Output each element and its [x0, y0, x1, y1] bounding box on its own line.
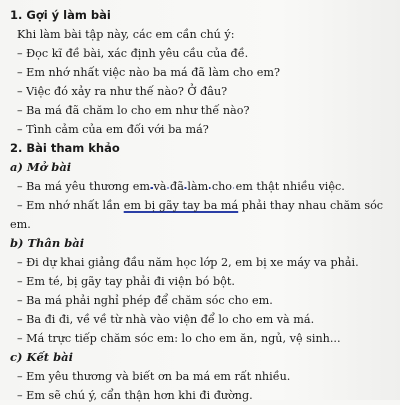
section-1-title: 1. Gợi ý làm bài	[10, 8, 111, 22]
than-bai-item-4: – Ba đi đi, về về từ nhà vào viện để lo cho em và má.	[17, 313, 315, 326]
than-bai-item-2: – Em té, bị gãy tay phải đi viện bó bột.	[17, 275, 235, 288]
hint-item-2: – Em nhớ nhất việc nào ba má đã làm cho em?	[17, 66, 281, 79]
mo-bai-line-2-post: phải thay nhau chăm sóc	[238, 199, 384, 212]
mo-bai-line-2-cont: em.	[10, 218, 31, 231]
ket-bai-heading: c) Kết bài	[10, 350, 73, 364]
ket-bai-item-1: – Em yêu thương và biết ơn ba má em rất nhiều.	[17, 370, 291, 383]
section-2-title: 2. Bài tham khảo	[10, 141, 120, 155]
than-bai-item-3: – Ba má phải nghỉ phép để chăm sóc cho em.	[17, 294, 273, 307]
ket-bai-item-2: – Em sẽ chú ý, cẩn thận hơn khi đi đường.	[17, 389, 253, 402]
pen-underline-mark: em bị gãy tay ba má	[123, 199, 239, 212]
pen-strike-mark: em và đã làm cho em	[132, 180, 253, 193]
hint-item-4: – Ba má đã chăm lo cho em như thế nào?	[17, 104, 250, 117]
mo-bai-line-1-pre: – Ba má yêu thương	[17, 180, 133, 193]
hint-item-3: – Việc đó xảy ra như thế nào? Ở đâu?	[17, 85, 228, 98]
hint-item-1: – Đọc kĩ đề bài, xác định yêu cầu của đề.	[17, 47, 249, 60]
than-bai-item-1: – Đi dự khai giảng đầu năm học lớp 2, em bị xe máy va phải.	[17, 256, 359, 269]
mo-bai-line-2-pre: – Em nhớ nhất lần	[17, 199, 124, 212]
hint-item-5: – Tình cảm của em đối với ba má?	[17, 123, 209, 136]
section-1-intro: Khi làm bài tập này, các em cần chú ý:	[17, 28, 235, 41]
page-content	[10, 6, 395, 405]
mo-bai-line-2	[10, 196, 395, 215]
than-bai-item-5: – Má trực tiếp chăm sóc em: lo cho em ăn, ngủ, vệ sinh...	[17, 332, 341, 345]
mo-bai-heading: a) Mở bài	[10, 160, 72, 174]
mo-bai-line-1	[10, 177, 395, 196]
than-bai-heading: b) Thân bài	[10, 236, 85, 250]
mo-bai-line-1-post: thật nhiều việc.	[252, 180, 345, 193]
